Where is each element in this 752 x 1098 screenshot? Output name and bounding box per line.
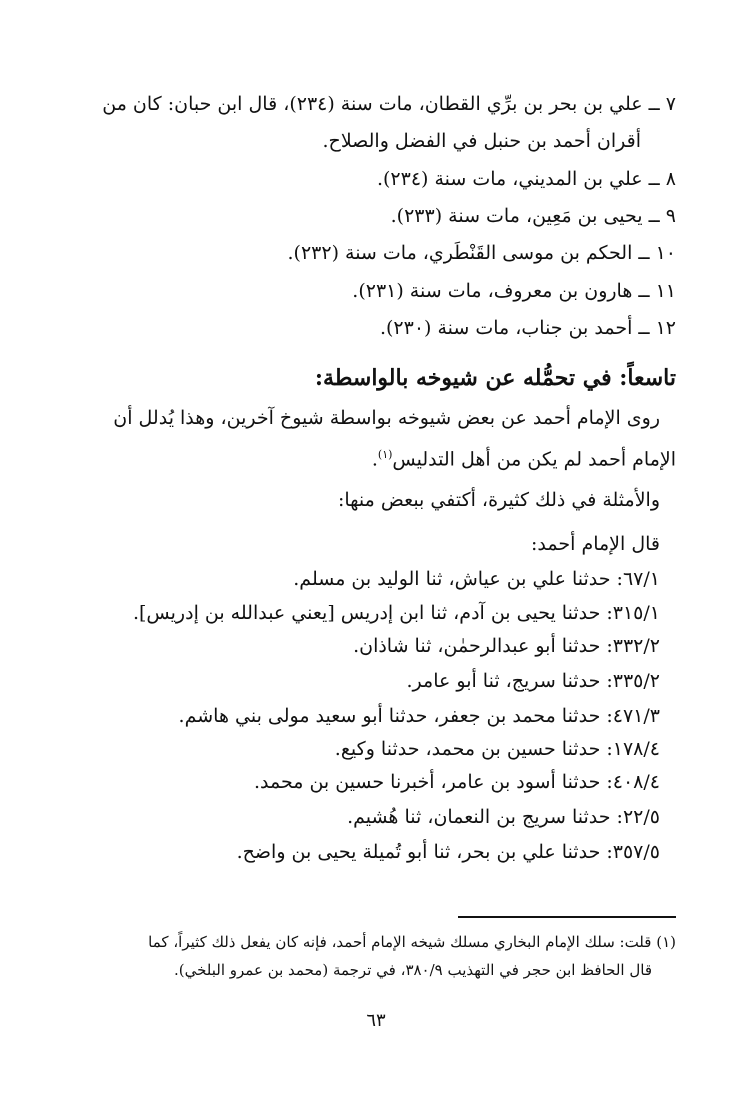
example-item: ٣٣٢/٢: حدثنا أبو عبدالرحمٰن، ثنا شاذان.: [353, 635, 660, 657]
footnote-line-1: (١) قلت: سلك الإمام البخاري مسلك شيخه الإمام أحمد، فإنه كان يفعل ذلك كثيراً، كما: [148, 933, 676, 951]
list-item-7-continuation: أقران أحمد بن حنبل في الفضل والصلاح.: [322, 130, 641, 152]
intro-line-2-text: الإمام أحمد لم يكن من أهل التدليس: [392, 448, 676, 471]
example-item: ١٧٨/٤: حدثنا حسين بن محمد، حدثنا وكيع.: [334, 738, 660, 760]
footnote-line-2: قال الحافظ ابن حجر في التهذيب ٣٨٠/٩، في ترجمة (محمد بن عمرو البلخي).: [173, 961, 652, 979]
intro-line-2-end: .: [371, 448, 378, 471]
list-item-12: ١٢ ــ أحمد بن جناب، مات سنة (٢٣٠).: [379, 317, 676, 339]
list-item-11: ١١ ــ هارون بن معروف، مات سنة (٢٣١).: [352, 280, 676, 302]
list-item-9: ٩ ــ يحيى بن مَعِين، مات سنة (٢٣٣).: [390, 205, 676, 227]
example-item: ٦٧/١: حدثنا علي بن عياش، ثنا الوليد بن مسلم.: [293, 568, 660, 590]
intro-paragraph-line-2: [372, 441, 676, 469]
list-item-10: ١٠ ــ الحكم بن موسى القَنْطَري، مات سنة (٢٣٢).: [287, 242, 676, 264]
list-item-7: ٧ ــ علي بن بحر بن برِّي القطان، مات سنة (٢٣٤)، قال ابن حبان: كان من: [102, 93, 676, 115]
section-heading: تاسعاً: في تحمُّله عن شيوخه بالواسطة:: [314, 365, 676, 391]
example-item: ٣٣٥/٢: حدثنا سريج، ثنا أبو عامر.: [406, 670, 660, 692]
example-item: ٣١٥/١: حدثنا يحيى بن آدم، ثنا ابن إدريس [يعني عبدالله بن إدريس].: [132, 602, 660, 624]
intro-paragraph-line-3: والأمثلة في ذلك كثيرة، أكتفي ببعض منها:: [337, 489, 660, 511]
footnote-separator: [458, 916, 676, 918]
example-item: ٤٧١/٣: حدثنا محمد بن جعفر، حدثنا أبو سعيد مولى بني هاشم.: [178, 705, 660, 727]
example-item: ٣٥٧/٥: حدثنا علي بن بحر، ثنا أبو تُميلة يحيى بن واضح.: [236, 841, 660, 863]
intro-paragraph-line-4: قال الإمام أحمد:: [531, 533, 660, 555]
intro-paragraph-line-1: روى الإمام أحمد عن بعض شيوخه بواسطة شيوخ آخرين، وهذا يُدلل أن: [113, 407, 660, 429]
footnote-reference: (١): [377, 448, 393, 461]
example-item: ٤٠٨/٤: حدثنا أسود بن عامر، أخبرنا حسين بن محمد.: [253, 771, 660, 793]
example-item: ٢٢/٥: حدثنا سريج بن النعمان، ثنا هُشيم.: [347, 806, 660, 828]
list-item-8: ٨ ــ علي بن المديني، مات سنة (٢٣٤).: [376, 168, 676, 190]
page-number: ٦٣: [366, 1010, 386, 1031]
